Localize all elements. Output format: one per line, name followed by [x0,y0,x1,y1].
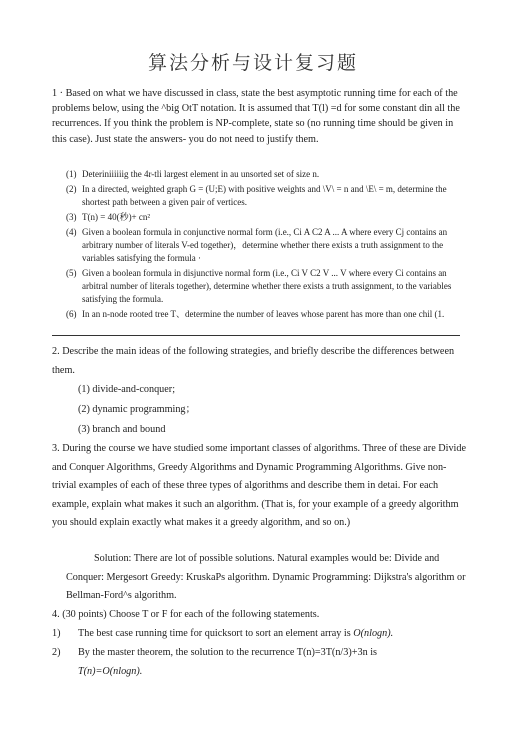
divider [52,335,460,336]
question-4-intro: 4. (30 points) Choose T or F for each of the following statements. [52,609,320,620]
list-item [52,643,466,662]
item-number: (3) [66,212,77,222]
question-4 [52,605,466,681]
item-number: 1) [52,628,61,639]
item-number: (1) [66,169,77,179]
item-text: T(n) = 40(秒)+ cn² [82,212,151,222]
page-title: 算法分析与设计复习题 [147,52,358,74]
question-2-intro: 2. Describe the main ideas of the following strategies, and briefly describe the differences between them. [52,346,455,376]
solution-text: Solution: There are lot of possible solutions. Natural examples would be: Divide and Conquer: Mergesort Greedy: KruskaPs algorithm. Dynamic Programming: Dijkstra's algorithm or Bellman-Ford^s algorithm. [66,553,466,602]
question-3-intro: 3. During the course we have studied some important classes of algorithms. Three of these are Divide and Conquer Algorithms, Greedy Algorithms and Dynamic Programming Algorithms. Give non-trivial examples of each of these three types of algorithms and describe them in detai. For each example, explain what makes it such an algorithm. (That is, for your example of a greedy algorithm you should explain exactly what makes it a greedy algorithm, and so on.) [52,443,466,529]
list-item: (2) dynamic programming； [78,404,196,415]
question-1-list [66,168,466,323]
item-text: Deteriniiiiiig the 4r-tli largest element in au unsorted set of size n. [82,169,320,179]
list-item [66,308,466,321]
item-text: In a directed, weighted graph G = (U;E) with positive weights and \V\ = n and \E\ = m, determine the shortest path between a given pair of vertices. [82,184,447,207]
item-number: (6) [66,309,77,319]
question-1-intro: 1 · Based on what we have discussed in class, state the best asymptotic running time for each of the problems below, using the ^big OtT notation. It is assumed that T(l) =d for some constant din all the recurrences. If you think the problem is NP-complete, state so (no running time should be given in this case). Just state the answers- you do not need to justify them. [52,88,460,145]
list-item [66,183,466,209]
question-2-list [78,380,196,440]
item-text: By the master theorem, the solution to the recurrence T(n)=3T(n/3)+3n is [78,647,378,658]
list-item [66,211,466,224]
list-item [66,267,466,306]
list-item [52,624,466,643]
item-math: T(n)=O(nlogn). [78,666,143,677]
item-text: Given a boolean formula in disjunctive normal form (i.e., Ci V C2 V ... V where every Ci contains an arbitral number of literals together), determine whether there exists a truth assignment, to the variables satisfying the formula. [82,268,452,304]
list-item [66,226,466,265]
item-text: The best case running time for quicksort to sort an element array is [78,628,354,639]
list-item [52,662,466,681]
item-number: (5) [66,268,77,278]
list-item: (3) branch and bound [78,424,166,435]
list-item: (1) divide-and-conquer; [78,384,176,395]
item-number: (2) [66,184,77,194]
item-math: O(nlogn). [353,628,394,639]
item-text: Given a boolean formula in conjunctive normal form (i.e., Ci A C2 A ... A where every Cj contains an arbitrary number of literals V-ed together)，determine whether there exists a truth assignment to the variables satisfying the formula · [82,227,448,263]
item-number: 2) [52,647,61,658]
list-item [66,168,466,181]
item-text: In an n-node rooted tree T、determine the number of leaves whose parent has more than one chil (1. [82,309,445,319]
item-number: (4) [66,227,77,237]
